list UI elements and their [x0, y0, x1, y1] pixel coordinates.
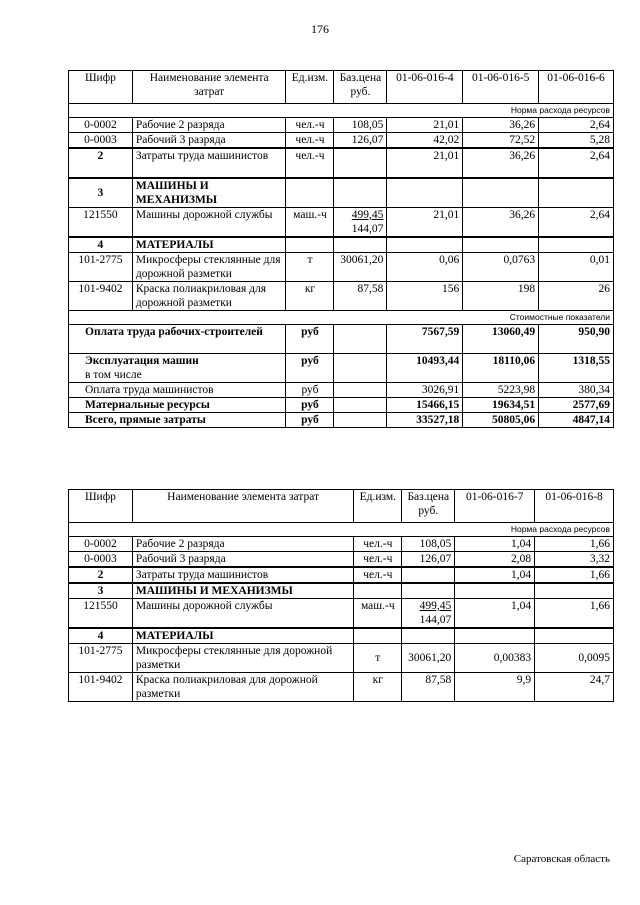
row-price: 108,05	[334, 118, 387, 133]
row-value-2: 0,0763	[463, 253, 539, 282]
row-price: 87,58	[402, 673, 455, 702]
cost-value-2: 18110,06	[463, 354, 539, 383]
row-value-3: 0,01	[539, 253, 614, 282]
cost-value-1: 7567,59	[387, 325, 463, 354]
cost-unit: руб	[286, 383, 334, 398]
row-code: 121550	[69, 599, 133, 629]
group-title: МАТЕРИАЛЫ	[132, 237, 286, 253]
row-unit: т	[286, 253, 334, 282]
row-name: Рабочие 2 разряда	[132, 118, 286, 133]
row-value-2: 0,0095	[535, 644, 614, 673]
row-value-2: 1,66	[535, 567, 614, 583]
row-unit: чел.-ч	[286, 118, 334, 133]
cost-unit: руб	[286, 413, 334, 428]
table-row	[69, 208, 614, 238]
row-value-2: 36,26	[463, 208, 539, 238]
row-value-1: 0,00383	[455, 644, 535, 673]
row-value-3: 2,64	[539, 148, 614, 178]
row-price: 126,07	[402, 552, 455, 568]
norm-label: Норма расхода ресурсов	[69, 104, 614, 118]
cost-value-3: 2577,69	[539, 398, 614, 413]
header-price: Баз.цена руб.	[334, 71, 387, 104]
cost-value-1: 15466,15	[387, 398, 463, 413]
cost-row	[69, 325, 614, 354]
cost-value-2: 13060,49	[463, 325, 539, 354]
row-unit: чел.-ч	[354, 552, 402, 568]
price-denominator: 144,07	[419, 614, 452, 626]
table-row	[69, 253, 614, 282]
group-row	[69, 628, 614, 644]
row-unit: кг	[354, 673, 402, 702]
row-code: 2	[69, 148, 133, 178]
row-unit: т	[354, 644, 402, 673]
row-name: Краска полиакриловая для дорожной разметки	[132, 282, 286, 311]
cost-value-3: 380,34	[539, 383, 614, 398]
row-name: Затраты труда машинистов	[132, 148, 286, 178]
group-row	[69, 237, 614, 253]
row-value-1: 21,01	[387, 148, 463, 178]
cost-value-3: 950,90	[539, 325, 614, 354]
row-name: Краска полиакриловая для дорожной разметки	[132, 673, 353, 702]
row-unit: чел.-ч	[286, 133, 334, 149]
group-title: МАТЕРИАЛЫ	[132, 628, 353, 644]
table-row	[69, 673, 614, 702]
cost-name: Материальные ресурсы	[69, 398, 286, 413]
cost-value-3: 4847,14	[539, 413, 614, 428]
table-row	[69, 599, 614, 629]
row-name: Рабочий 3 разряда	[132, 133, 286, 149]
group-code: 3	[69, 583, 133, 599]
header-unit: Ед.изм.	[354, 490, 402, 523]
row-unit: кг	[286, 282, 334, 311]
row-name: Микросферы стеклянные для дорожной разметки	[132, 253, 286, 282]
price-numerator: 499,45	[351, 209, 384, 221]
row-name: Рабочие 2 разряда	[132, 537, 353, 552]
row-value-2: 36,26	[463, 148, 539, 178]
header-name: Наименование элемента затрат	[132, 490, 353, 523]
row-value-2: 198	[463, 282, 539, 311]
norm-label: Норма расхода ресурсов	[69, 523, 614, 537]
row-value-2: 72,52	[463, 133, 539, 149]
table-row	[69, 567, 614, 583]
row-unit: маш.-ч	[286, 208, 334, 238]
row-value-1: 0,06	[387, 253, 463, 282]
header-col-1: 01-06-016-7	[455, 490, 535, 523]
header-price: Баз.цена руб.	[402, 490, 455, 523]
page-number: 176	[311, 22, 329, 36]
row-code: 101-9402	[69, 282, 133, 311]
group-row	[69, 583, 614, 599]
row-code: 0-0002	[69, 537, 133, 552]
row-value-1: 1,04	[455, 537, 535, 552]
header-col-2: 01-06-016-5	[463, 71, 539, 104]
table-row	[69, 644, 614, 673]
table-row	[69, 133, 614, 149]
row-code: 101-2775	[69, 253, 133, 282]
row-name: Машины дорожной службы	[132, 208, 286, 238]
row-value-3: 26	[539, 282, 614, 311]
group-code: 4	[69, 237, 133, 253]
resource-table-1	[68, 70, 614, 428]
cost-name: Оплата труда рабочих-строителей	[69, 325, 286, 354]
resource-table-2	[68, 489, 614, 702]
header-name: Наименование элемента затрат	[132, 71, 286, 104]
cost-row	[69, 383, 614, 398]
price-denominator: 144,07	[351, 223, 384, 235]
row-value-2: 1,66	[535, 599, 614, 629]
row-price	[402, 599, 455, 629]
header-unit: Ед.изм.	[286, 71, 334, 104]
row-code: 0-0002	[69, 118, 133, 133]
row-unit: чел.-ч	[354, 537, 402, 552]
row-value-1: 21,01	[387, 208, 463, 238]
cost-unit: руб	[286, 325, 334, 354]
row-price: 30061,20	[334, 253, 387, 282]
row-price: 126,07	[334, 133, 387, 149]
cost-label: Стоимостные показатели	[69, 311, 614, 325]
row-value-3: 2,64	[539, 208, 614, 238]
cost-row	[69, 354, 614, 383]
table-row	[69, 537, 614, 552]
table-row	[69, 552, 614, 568]
row-price: 108,05	[402, 537, 455, 552]
row-unit: маш.-ч	[354, 599, 402, 629]
row-value-2: 3,32	[535, 552, 614, 568]
header-code: Шифр	[69, 71, 133, 104]
row-value-1: 156	[387, 282, 463, 311]
row-price	[402, 567, 455, 583]
group-row	[69, 178, 614, 208]
cost-row	[69, 398, 614, 413]
row-unit: чел.-ч	[354, 567, 402, 583]
row-value-1: 2,08	[455, 552, 535, 568]
group-code: 4	[69, 628, 133, 644]
row-value-1: 1,04	[455, 567, 535, 583]
cost-unit: руб	[286, 398, 334, 413]
footer-region: Саратовская область	[513, 853, 610, 865]
cost-value-2: 50805,06	[463, 413, 539, 428]
row-value-2: 1,66	[535, 537, 614, 552]
row-code: 101-2775	[69, 644, 133, 673]
table-row	[69, 282, 614, 311]
cost-value-3: 1318,55	[539, 354, 614, 383]
cost-value-1: 3026,91	[387, 383, 463, 398]
row-unit: чел.-ч	[286, 148, 334, 178]
row-price	[334, 148, 387, 178]
group-title: МАШИНЫ И МЕХАНИЗМЫ	[132, 178, 286, 208]
row-name: Микросферы стеклянные для дорожной разметки	[132, 644, 353, 673]
row-value-3: 5,28	[539, 133, 614, 149]
row-price: 30061,20	[402, 644, 455, 673]
table-row	[69, 118, 614, 133]
row-value-2: 36,26	[463, 118, 539, 133]
row-value-3: 2,64	[539, 118, 614, 133]
row-value-1: 1,04	[455, 599, 535, 629]
cost-row	[69, 413, 614, 428]
cost-name: Эксплуатация машин в том числе	[69, 354, 286, 383]
row-value-1: 42,02	[387, 133, 463, 149]
row-code: 121550	[69, 208, 133, 238]
header-code: Шифр	[69, 490, 133, 523]
row-price	[334, 208, 387, 238]
row-code: 101-9402	[69, 673, 133, 702]
row-value-1: 9,9	[455, 673, 535, 702]
cost-value-1: 33527,18	[387, 413, 463, 428]
cost-value-1: 10493,44	[387, 354, 463, 383]
cost-name: Всего, прямые затраты	[69, 413, 286, 428]
group-code: 3	[69, 178, 133, 208]
row-code: 2	[69, 567, 133, 583]
row-value-2: 24,7	[535, 673, 614, 702]
cost-value-2: 19634,51	[463, 398, 539, 413]
table-row	[69, 148, 614, 178]
row-code: 0-0003	[69, 133, 133, 149]
row-value-1: 21,01	[387, 118, 463, 133]
cost-name: Оплата труда машинистов	[69, 383, 286, 398]
cost-value-2: 5223,98	[463, 383, 539, 398]
price-numerator: 499,45	[419, 600, 452, 612]
row-name: Рабочий 3 разряда	[132, 552, 353, 568]
group-title: МАШИНЫ И МЕХАНИЗМЫ	[132, 583, 353, 599]
row-code: 0-0003	[69, 552, 133, 568]
row-name: Затраты труда машинистов	[132, 567, 353, 583]
header-col-1: 01-06-016-4	[387, 71, 463, 104]
header-row	[69, 71, 614, 104]
cost-unit: руб	[286, 354, 334, 383]
header-col-2: 01-06-016-8	[535, 490, 614, 523]
row-price: 87,58	[334, 282, 387, 311]
header-row	[69, 490, 614, 523]
row-name: Машины дорожной службы	[132, 599, 353, 629]
header-col-3: 01-06-016-6	[539, 71, 614, 104]
cost-subtitle: в том числе	[85, 369, 142, 381]
